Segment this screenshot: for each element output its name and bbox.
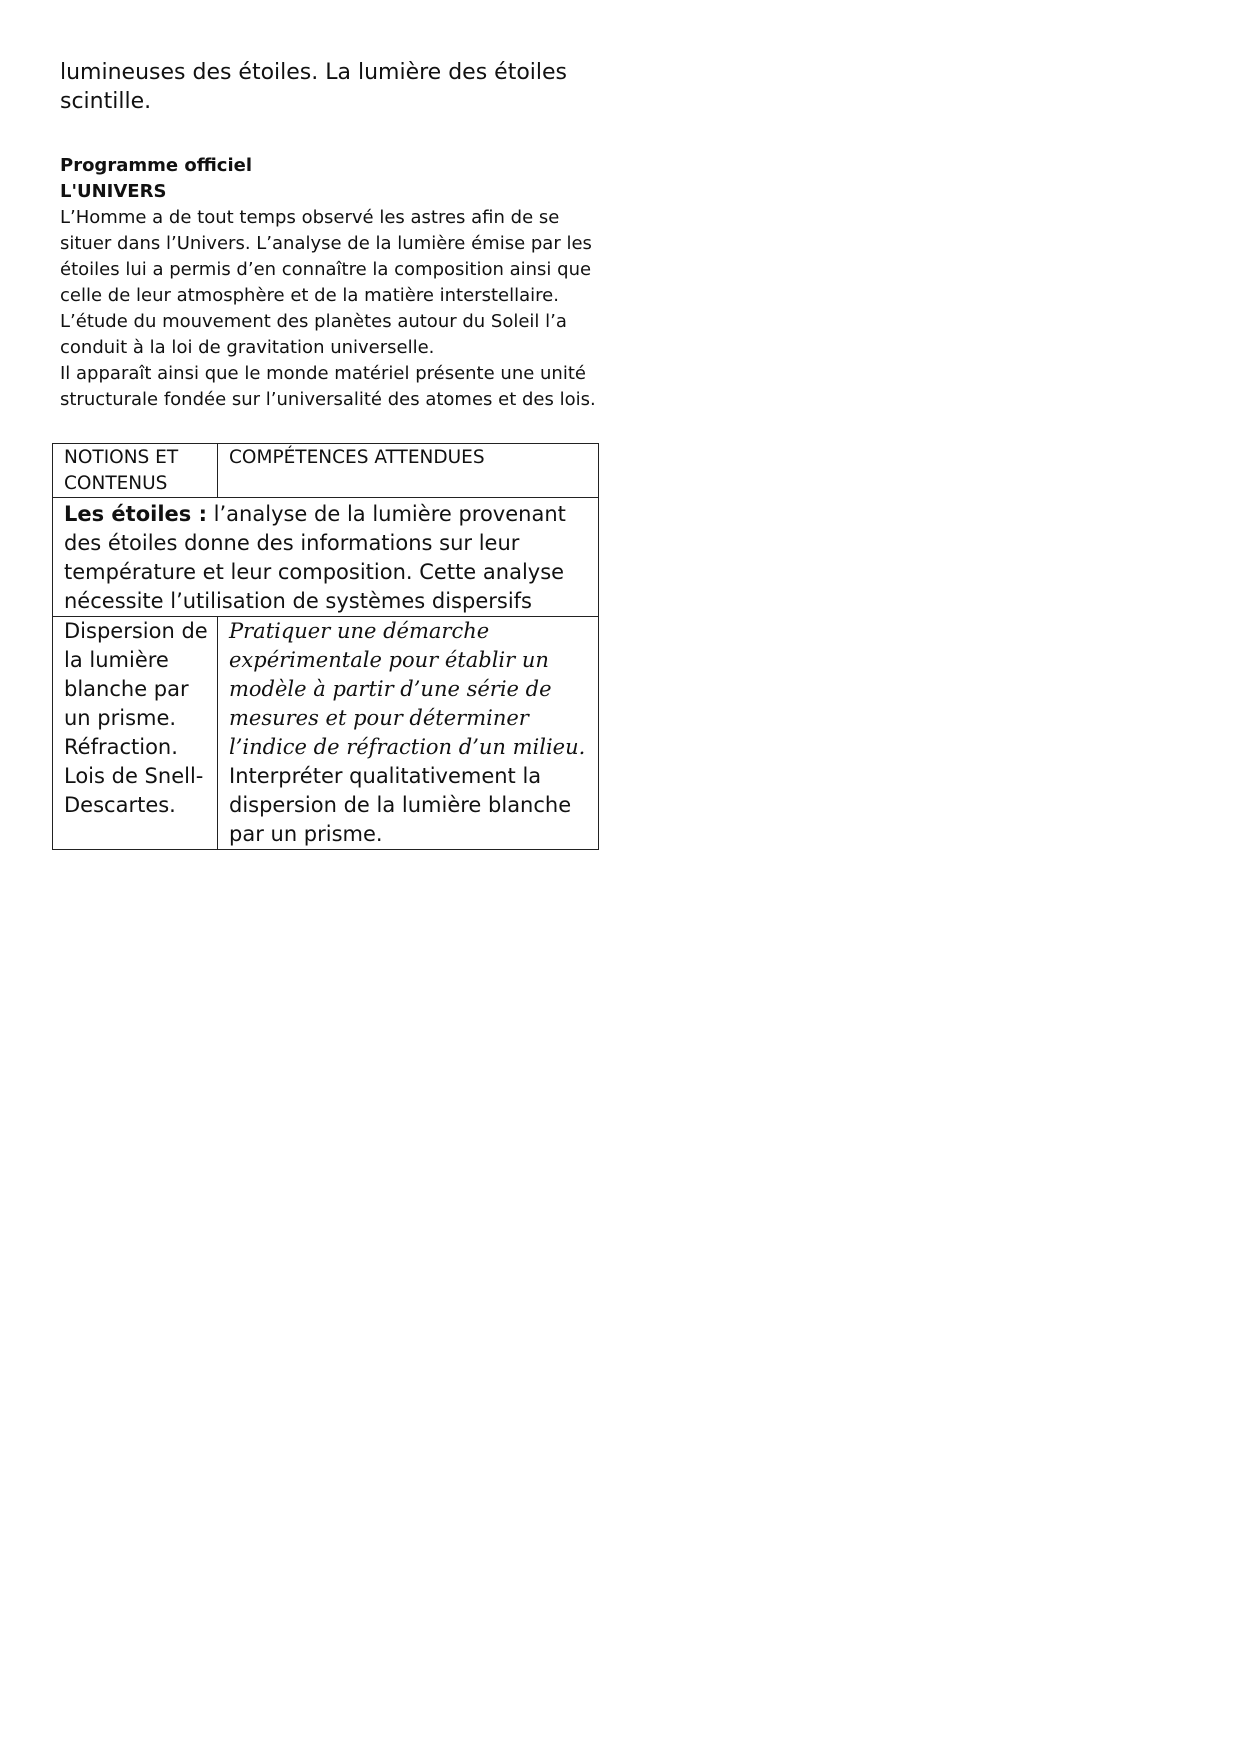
programme-line: étoiles lui a permis d’en connaître la composition ainsi que <box>60 259 592 280</box>
table-header-row <box>53 444 599 498</box>
univers-heading: L'UNIVERS <box>60 181 167 202</box>
header-competences: COMPÉTENCES ATTENDUES <box>218 444 599 498</box>
intro-line-2: scintille. <box>60 89 152 114</box>
competences-cell <box>218 617 599 850</box>
programme-line: situer dans l’Univers. L’analyse de la lumière émise par les <box>60 233 592 254</box>
programme-section <box>60 153 620 413</box>
programme-line: L’Homme a de tout temps observé les astres afin de se <box>60 207 560 228</box>
etoiles-cell <box>53 498 599 617</box>
programme-line: conduit à la loi de gravitation universelle. <box>60 337 435 358</box>
programme-heading: Programme officiel <box>60 155 252 176</box>
programme-line: L’étude du mouvement des planètes autour du Soleil l’a <box>60 311 567 332</box>
programme-table <box>52 443 599 850</box>
etoiles-label: Les étoiles : <box>64 502 207 526</box>
notions-text: Dispersion de la lumière blanche par un prisme. Réfraction. Lois de Snell-Descartes. <box>64 619 208 817</box>
table-row <box>53 617 599 850</box>
etoiles-text: l’analyse de la lumière provenant des étoiles donne des informations sur leur température et leur composition. Cette analyse nécessite l’utilisation de systèmes dispersifs <box>64 502 566 613</box>
intro-line-1: lumineuses des étoiles. La lumière des étoiles <box>60 60 568 85</box>
programme-line: celle de leur atmosphère et de la matière interstellaire. <box>60 285 559 306</box>
programme-line: Il apparaît ainsi que le monde matériel présente une unité <box>60 363 586 384</box>
competence-normal: Interpréter qualitativement la dispersion de la lumière blanche par un prisme. <box>229 764 572 846</box>
intro-paragraph <box>60 58 620 116</box>
programme-body <box>60 205 620 413</box>
notions-cell <box>53 617 218 850</box>
table-row <box>53 498 599 617</box>
header-notions: NOTIONS ET CONTENUS <box>53 444 218 498</box>
competence-italic: Pratiquer une démarche expérimentale pour établir un modèle à partir d’une série de mesures et pour déterminer l’indice de réfraction d’un milieu. <box>229 619 586 759</box>
programme-line: structurale fondée sur l’universalité des atomes et des lois. <box>60 389 596 410</box>
